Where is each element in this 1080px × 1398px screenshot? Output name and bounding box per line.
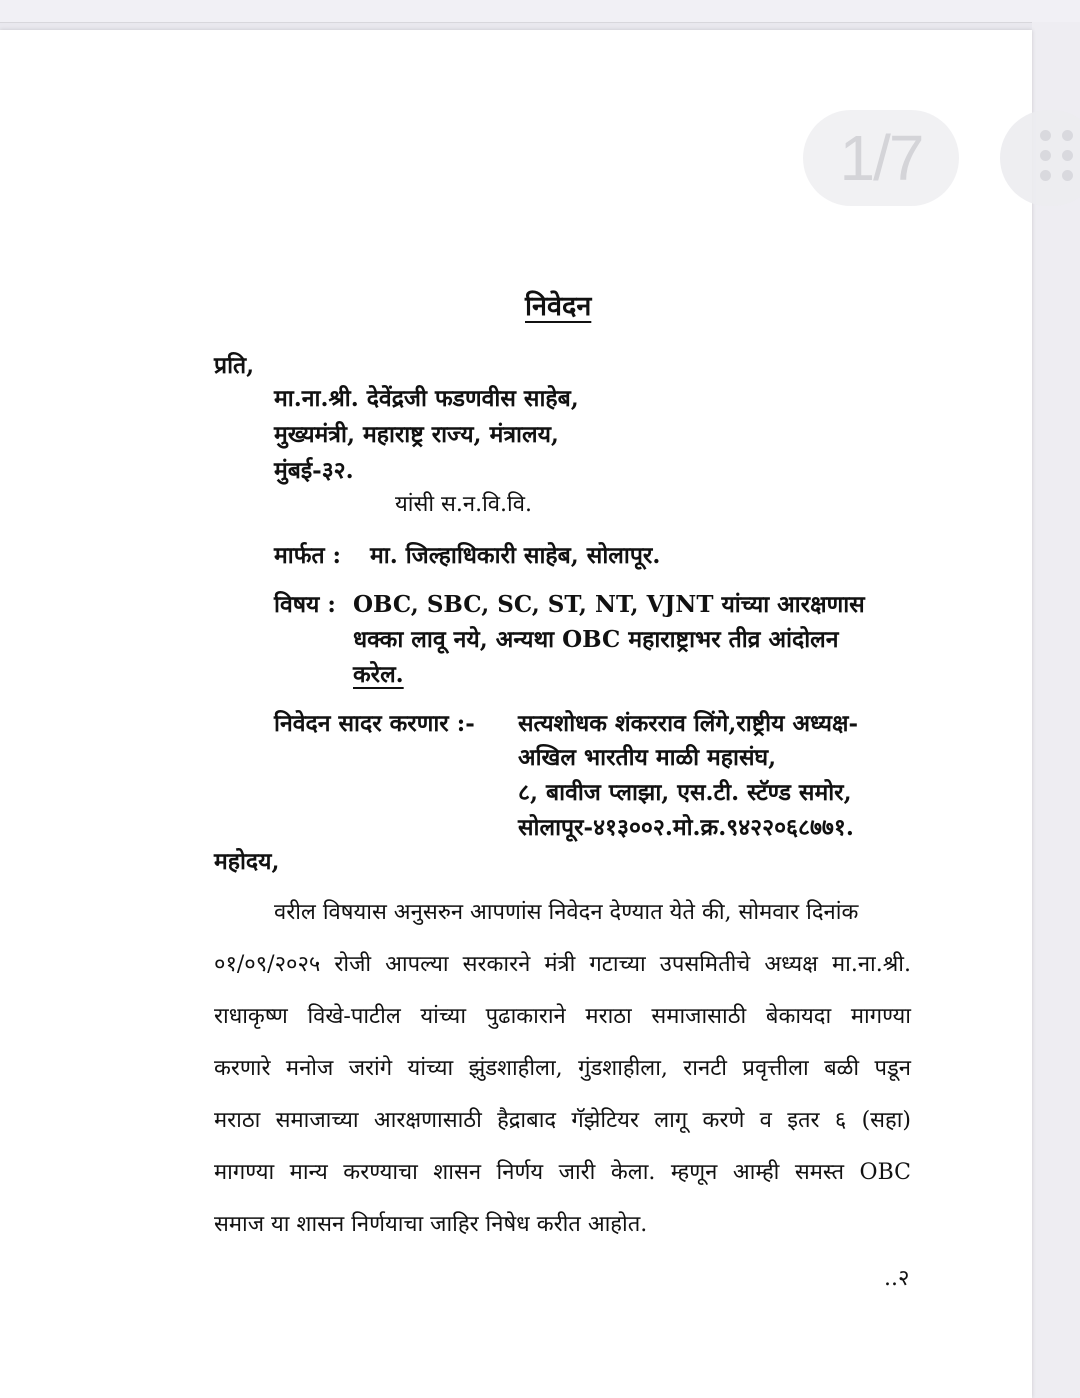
document-page [0,30,1032,1398]
salutation-short: यांसी स.न.वि.वि. [395,492,532,517]
letter [0,30,1032,1398]
grid-dots-icon[interactable] [1040,130,1080,186]
addressee-line: मुख्यमंत्री, महाराष्ट्र राज्य, मंत्रालय, [274,421,559,448]
subject-label: विषय : [274,591,336,618]
viewer-top-bar [0,0,1080,23]
through-label: मार्फत : [274,542,342,569]
page-indicator[interactable]: 1/7 [803,110,959,206]
page-continuation: ..२ [884,1266,910,1291]
letter-title: निवेदन [525,291,592,322]
body-line: राधाकृष्ण विखे-पाटील यांच्या पुढाकाराने मराठा समाजासाठी बेकायदा मागण्या [214,1004,911,1029]
viewer-side-gutter [1032,22,1080,1398]
subject-line: करेल. [353,661,404,688]
through-value: मा. जिल्हाधिकारी साहेब, सोलापूर. [370,542,661,569]
body-line: करणारे मनोज जरांगे यांच्या झुंडशाहीला, गुंडशाहीला, रानटी प्रवृत्तीला बळी पडून [214,1056,911,1081]
submitter-line: अखिल भारतीय माळी महासंघ, [518,744,777,771]
to-label: प्रति, [214,352,255,379]
submitter-line: सत्यशोधक शंकरराव लिंगे,राष्ट्रीय अध्यक्ष- [518,710,859,737]
body-line: समाज या शासन निर्णयाचा जाहिर निषेध करीत आहोत. [214,1212,648,1237]
body-line: ०१/०९/२०२५ रोजी आपल्या सरकारने मंत्री गटाच्या उपसमितीचे अध्यक्ष मा.ना.श्री. [214,952,911,977]
body-line: मागण्या मान्य करण्याचा शासन निर्णय जारी केला. म्हणून आम्ही समस्त OBC [214,1160,911,1185]
greeting: महोदय, [214,848,280,875]
subject-line: OBC, SBC, SC, ST, NT, VJNT यांच्या आरक्षणास [353,591,865,618]
addressee-line: मुंबई-३२. [274,457,354,484]
addressee-line: मा.ना.श्री. देवेंद्रजी फडणवीस साहेब, [274,385,579,412]
submitter-line: ८, बावीज प्लाझा, एस.टी. स्टॅण्ड समोर, [518,779,852,806]
body-line: मराठा समाजाच्या आरक्षणासाठी हैद्राबाद गॅझेटियर लागू करणे व इतर ६ (सहा) [214,1108,911,1133]
submitter-label: निवेदन सादर करणार :- [274,710,475,737]
body-line: वरील विषयास अनुसरुन आपणांस निवेदन देण्यात येते की, सोमवार दिनांक [274,900,859,925]
subject-line: धक्का लावू नये, अन्यथा OBC महाराष्ट्राभर तीव्र आंदोलन [353,626,839,653]
submitter-line: सोलापूर-४१३००२.मो.क्र.९४२२०६८७७१. [518,814,854,841]
